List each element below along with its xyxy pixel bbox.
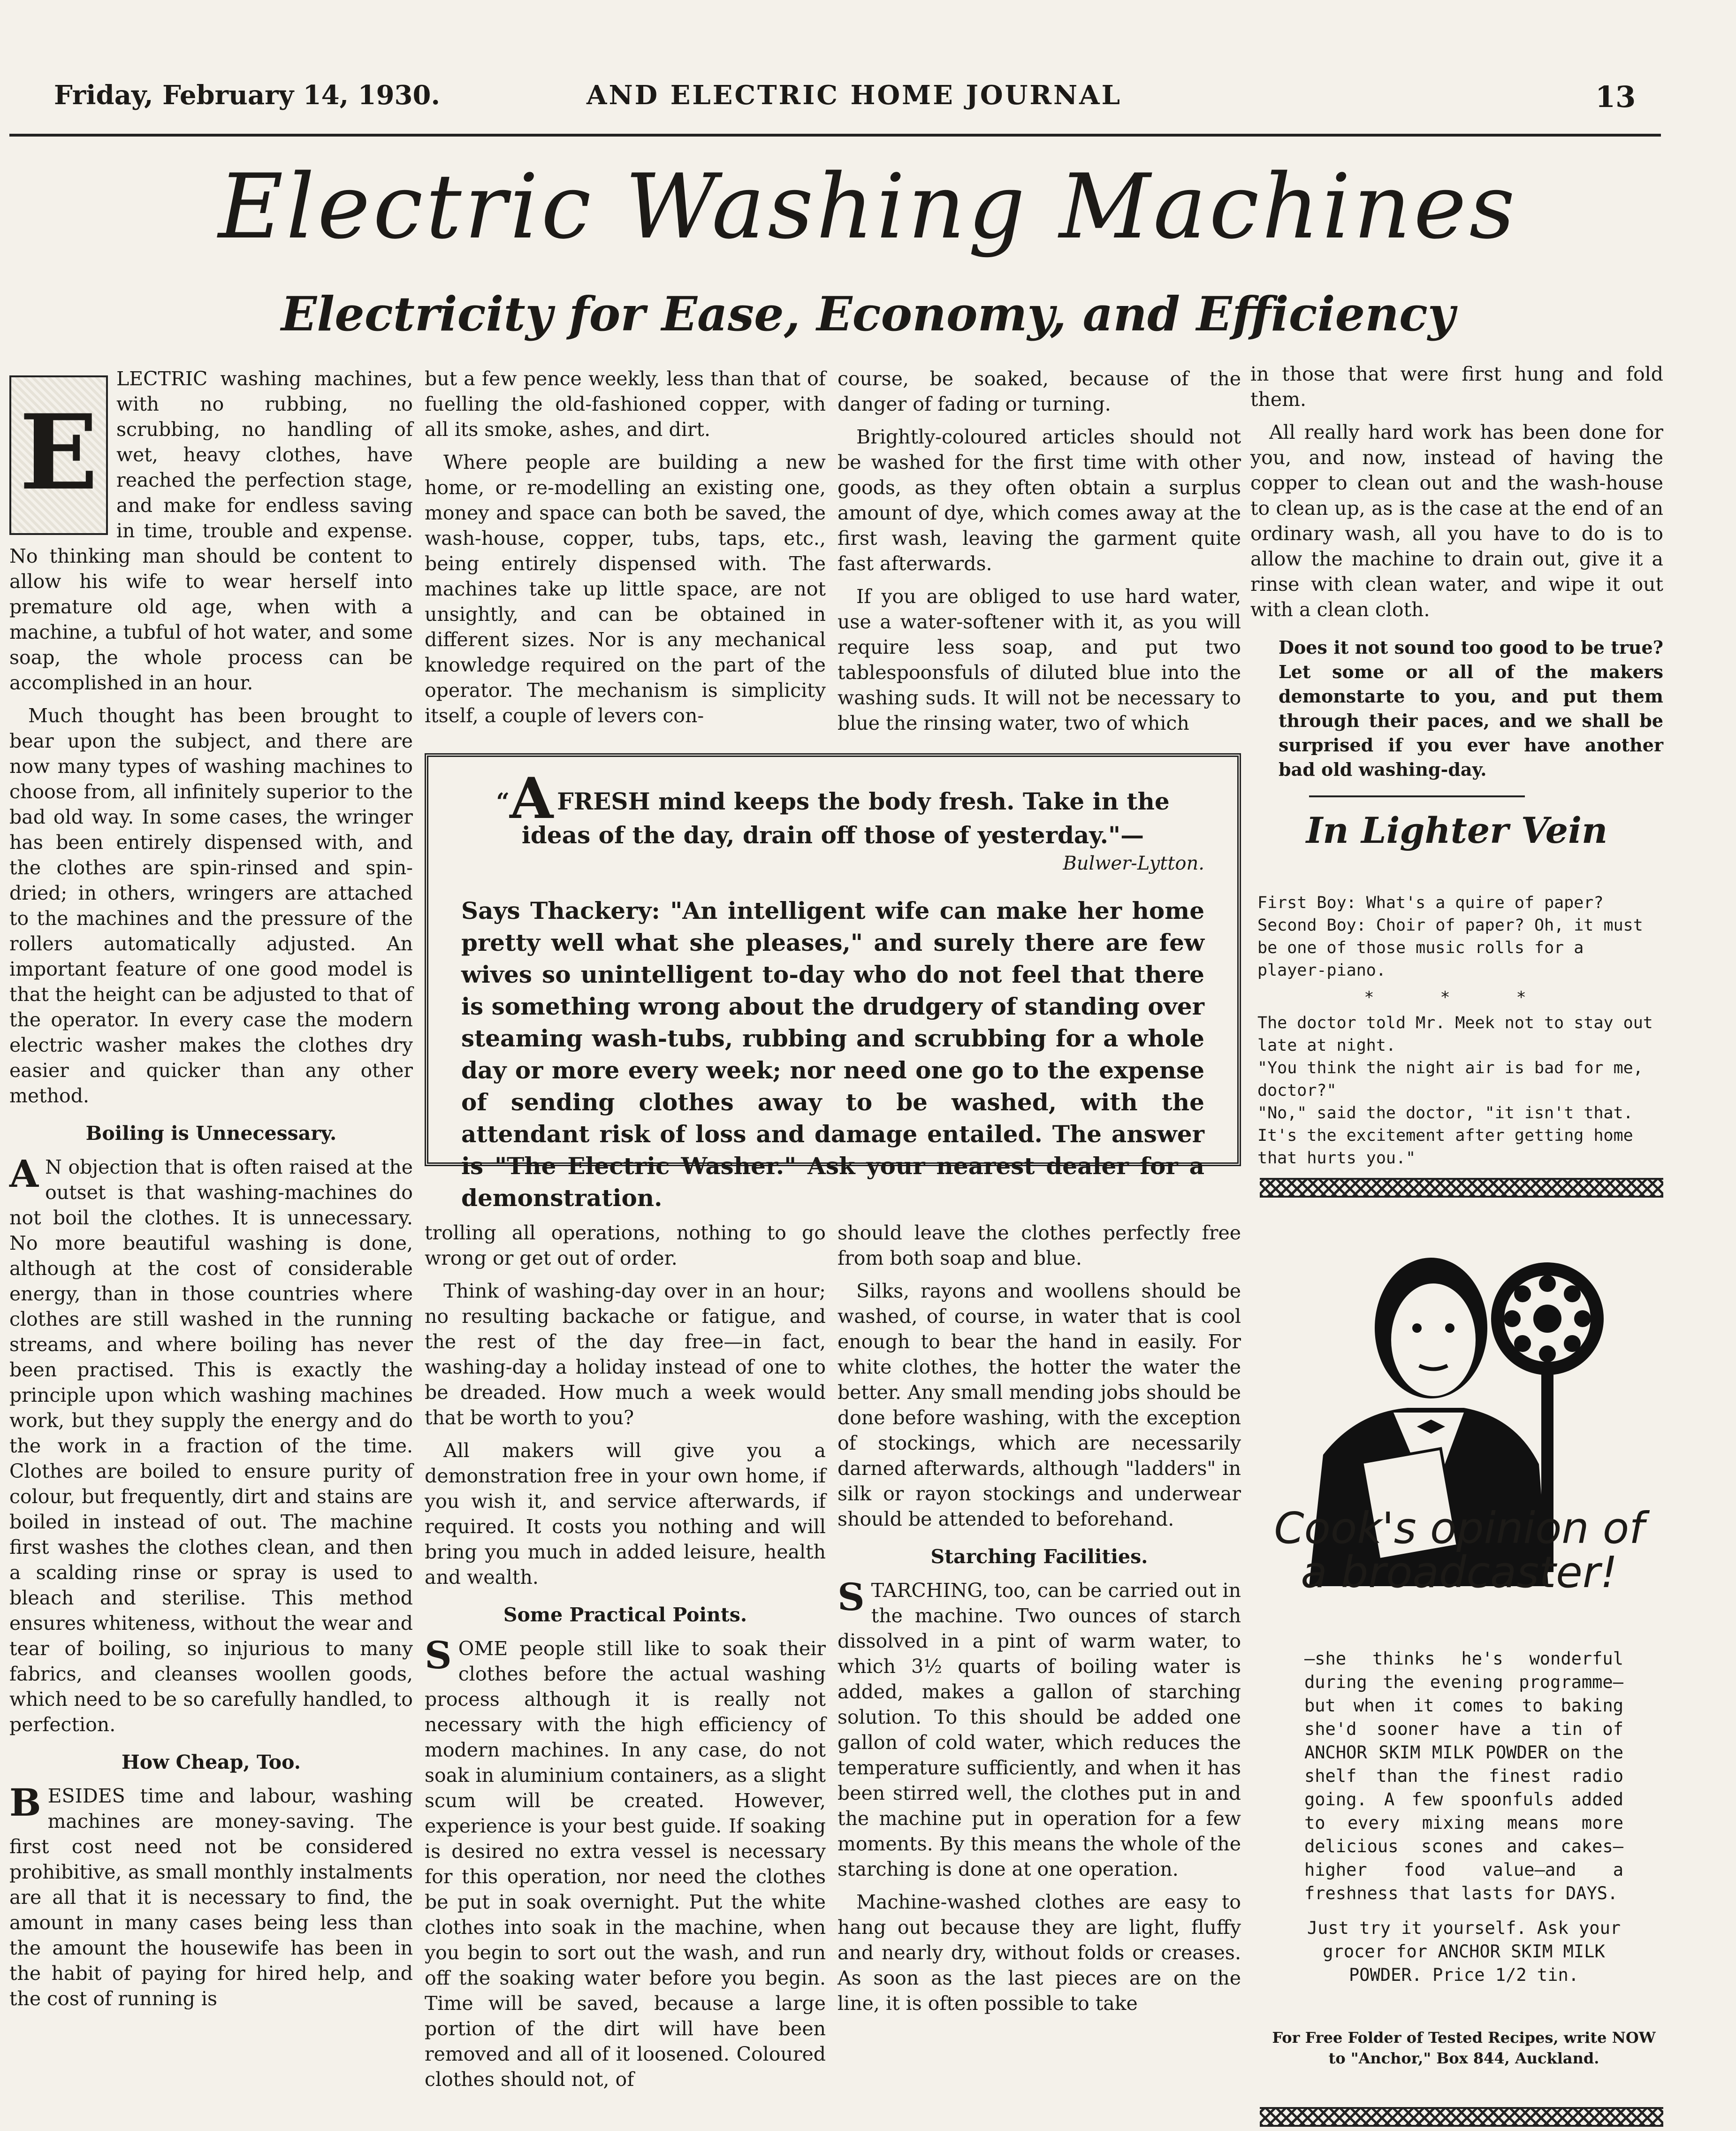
paragraph: Much thought has been brought to bear upon the subject, and there are now many types of washing machines to choose from, all infinitely superior to the bad old way. In some cases, the wringer has been entirely dispensed with, and the clothes are spin-rinsed and spin-dried; in others, wringers are attached to the machines and the pressure of the rollers automatically adjusted. An important feature of one good model is that the height can be adjusted to that of the operator. In every case the modern electric washer makes the clothes dry easier and quicker than any other method.: [9, 704, 413, 1107]
header-rule: [9, 134, 1661, 137]
paragraph: STARCHING, too, can be carried out in the machine. Two ounces of starch dissolved in a pint of warm water, to which 3½ quarts of boiling water is added, makes a gallon of starching solution. To this should be added one gallon of cold water, which reduces the temperature sufficiently, and when it has been stirred well, the clothes put in and the machine put in operation for a few moments. By this means the whole of the starching is done at one operation.: [838, 1575, 1241, 1880]
ad-copy: —she thinks he's wonderful during the evening programme—but when it comes to baking she'd sooner have a tin of ANCHOR SKIM MILK POWDER on the shelf than the finest radio going. A few spoonfuls added to every mixing means more delicious scones and cakes—higher food value—and a freshness that lasts for DAYS.: [1304, 1649, 1623, 1903]
article-column-3-top: [838, 366, 1241, 732]
paragraph: All really hard work has been done for you, and now, instead of having the copper to clean out and the wash-house to clean up, as is the case at the end of an ordinary wash, all you have to do is to allow the machine to drain out, give it a rinse with clean water, and wipe it out with a clean cloth.: [1250, 421, 1663, 621]
paragraph: SOME people still like to soak their clothes before the actual washing process although it is really not necessary with the high efficiency of modern machines. In any case, do not soak in aluminium containers, as a slight scum will be created. However, experience is your best guide. If soaking is desired no extra vessel is necessary for this operation, nor need the clothes be put in soak overnight. Put the white clothes into soak in the machine, when you begin to sort out the wash, and run off the soaking water before you begin. Time will be saved, because a large portion of the dirt will have been removed and all of it loosened. Coloured clothes should not, of: [425, 1633, 826, 2091]
ad-body: [1304, 1647, 1623, 1998]
ornamental-initial: E: [9, 375, 108, 535]
lighter-vein-jokes: [1257, 892, 1661, 1179]
paragraph: Machine-washed clothes are easy to hang out because they are light, fluffy and nearly dry, without folds or creases. As soon as the last pieces are on the line, it is often possible to take: [838, 1891, 1241, 2015]
paragraph: Where people are building a new home, or re-modelling an existing one, money and space can both be saved, the wash-house, copper, tubs, taps, etc., being entirely dispensed with. The machines take up little space, are not unsightly, and can be obtained in different sizes. Nor is any mechanical knowledge required on the part of the operator. The mechanism is simplicity itself, a couple of levers con-: [425, 451, 826, 727]
article-column-3-bottom: [838, 1220, 1241, 2116]
article-column-1: [9, 366, 413, 2121]
joke: The doctor told Mr. Meek not to stay out late at night. "You think the night air is bad for me, doctor?" "No," said the doctor, "it isn't that. It's the excitement after getting home that hurts you.": [1257, 1014, 1653, 1168]
quote-author: Bulwer-Lytton.: [1063, 853, 1204, 874]
separator-stars: * * *: [1364, 988, 1554, 1007]
paragraph: but a few pence weekly, less than that of fuelling the old-fashioned copper, with all its smoke, ashes, and dirt.: [425, 367, 826, 441]
paragraph: should leave the clothes perfectly free from both soap and blue.: [838, 1222, 1241, 1269]
quote-body: Says Thackery: "An intelligent wife can make her home pretty well what she pleases," and surely there are few wives so unintelligent to-day who do not feel that there is something wrong about the drudgery of standing over steaming wash-tubs, rubbing and scrubbing for a whole day or more every week; nor need one go to the expense of sending clothes away to be washed, with the attendant risk of loss and damage entailed. The answer is "The Electric Washer." Ask your nearest dealer for a demonstration.: [461, 897, 1204, 1212]
paragraph: trolling all operations, nothing to go wrong or get out of order.: [425, 1222, 826, 1269]
quote-box: [425, 753, 1241, 1212]
paragraph: BESIDES time and labour, washing machines are money-saving. The first cost need not be considered prohibitive, as small monthly instalments are all that it is necessary to find, the amount in many cases being less than the amount the housewife has been in the habit of paying for hired help, and the cost of running is: [9, 1780, 413, 2010]
article-column-2-top: [425, 366, 826, 732]
ad-free-offer: For Free Folder of Tested Recipes, write NOW to "Anchor," Box 844, Auckland.: [1272, 2029, 1656, 2067]
divider: [1309, 795, 1525, 797]
quote-text: “A FRESH mind keeps the body fresh. Take in the ideas of the day, drain off those of yesterday."—: [496, 765, 1170, 849]
lighter-vein-title: In Lighter Vein: [1306, 810, 1608, 851]
article-title: Electric Washing Machines: [218, 155, 1518, 259]
paragraph: Silks, rayons and woollens should be washed, of course, in water that is cool enough to bear the hand in easily. For white clothes, the hotter the water the better. Any small mending jobs should be done before washing, with the exception of stockings, which are necessarily darned afterwards, although "ladders" in silk or rayon stockings and underwear should be attended to beforehand.: [838, 1280, 1241, 1530]
header-journal-name: AND ELECTRIC HOME JOURNAL: [586, 80, 1122, 111]
subheading-practical: Some Practical Points.: [503, 1604, 747, 1626]
subheading-boiling: Boiling is Unnecessary.: [85, 1122, 337, 1145]
subheading-cheap: How Cheap, Too.: [121, 1751, 301, 1773]
header-page-number: 13: [1595, 80, 1636, 114]
paragraph: A N objection that is often raised at the outset is that washing-machines do not boil the clothes. It is unnecessary. No more beautiful washing is done, although at the cost of considerable energy, than in those countries where clothes are still washed in the running streams, and where boiling has never been practised. This is exactly the principle upon which washing machines work, but they supply the energy and do the work in a fraction of the time. Clothes are boiled to ensure purity of colour, but frequently, dirt and stains are boiled in instead of out. The machine first washes the clothes clean, and then a scalding rinse or spray is used to bleach and sterilise. This method ensures whiteness, without the wear and tear of boiling, so injurious to many fabrics, and cleanses woollen goods, which need to be so carefully handled, to perfection.: [9, 1152, 413, 1736]
ad-call-to-action: Just try it yourself. Ask your grocer for ANCHOR SKIM MILK POWDER. Price 1/2 tin.: [1307, 1918, 1621, 1985]
paragraph: If you are obliged to use hard water, use a water-softener with it, as you will require less soap, and put two tablespoonsfuls of diluted blue into the washing suds. It will not be necessary to blue the rinsing water, two of which: [838, 585, 1241, 734]
ad-border-top: [1260, 1178, 1663, 1198]
subheading-starching: Starching Facilities.: [930, 1545, 1148, 1568]
ad-border-bottom: [1260, 2107, 1663, 2127]
paragraph: All makers will give you a demonstration free in your own home, if you wish it, and service afterwards, if required. It costs you nothing and will bring you much in added leisure, health and wealth.: [425, 1439, 826, 1589]
paragraph: Think of washing-day over in an hour; no resulting backache or fatigue, and the rest of the day free—in fact, washing-day a holiday instead of one to be dreaded. How much a week would that be worth to you?: [425, 1280, 826, 1429]
joke: First Boy: What's a quire of paper? Second Boy: Choir of paper? Oh, it must be one of those music rolls for a player-piano.: [1257, 894, 1643, 980]
ad-headline: Cook's opinion of a broadcaster!: [1274, 1503, 1645, 1597]
paragraph: LECTRIC washing machines, with no rubbing, no scrubbing, no handling of wet, heavy clothes, have reached the perfection stage, and make for endless saving in time, trouble and expense. No thinking man should be content to allow his wife to wear herself into premature old age, when with a machine, a tubful of hot water, and some soap, the whole process can be accomplished in an hour.: [9, 367, 413, 694]
closing-bold-paragraph: Does it not sound too good to be true? Let some or all of the makers demonstarte to you, and put them through their paces, and we shall be surprised if you ever have another bad old washing-day.: [1279, 637, 1663, 780]
paragraph: course, be soaked, because of the danger of fading or turning.: [838, 367, 1241, 415]
paragraph: in those that were first hung and fold them.: [1250, 363, 1663, 411]
article-column-2-bottom: [425, 1220, 826, 2116]
header-date: Friday, February 14, 1930.: [54, 80, 440, 111]
paragraph: Brightly-coloured articles should not be washed for the first time with other goods, as they often obtain a surplus amount of dye, which comes away at the first wash, leaving the garment quite fast afterwards.: [838, 426, 1241, 575]
article-column-4: [1250, 361, 1663, 780]
article-subtitle: Electricity for Ease, Economy, and Efficiency: [281, 286, 1455, 342]
